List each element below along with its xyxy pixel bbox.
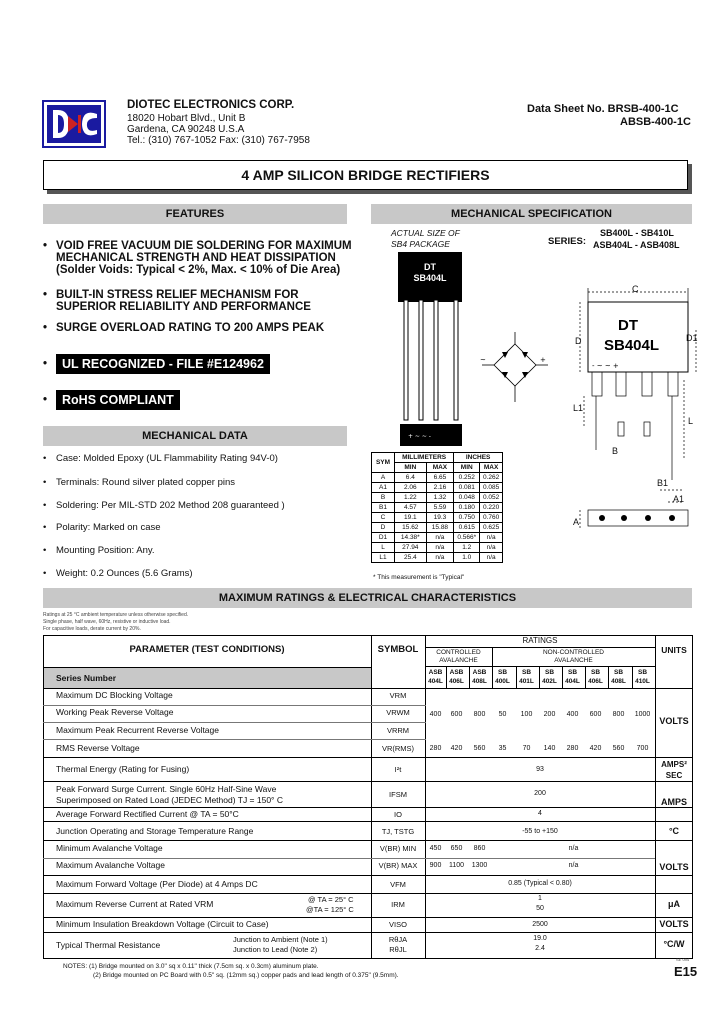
noncontrolled-header: NON-CONTROLLED AVALANCHE [542,649,605,664]
typical-note: * This measurement is "Typical" [373,574,465,581]
ratings-preamble-3: For capacitive loads, derate current by 20%. [43,626,141,632]
row-peak-recurrent: Maximum Peak Recurrent Reverse Voltage [56,725,219,735]
note-2: (2) Bridge mounted on PC Board with 0.5" sq. (12mm sq.) copper pads and lead length of 0.375" (9.5mm). [93,972,399,979]
sym-io: IO [394,810,402,819]
data-sheet-number-2: ABSB-400-1C [620,116,691,128]
svg-text:- ~ ~ +: - ~ ~ + [592,362,619,370]
junction-ambient: Junction to Ambient (Note 1) [233,935,328,944]
param-header: PARAMETER (TEST CONDITIONS) [129,644,285,655]
vrm-value-5: 200 [543,711,556,718]
sym-vrm: VRM [389,691,407,700]
controlled-header: CONTROLLED AVALANCHE [436,649,481,664]
vrm-value-1: 600 [450,711,463,718]
row-insulation: Minimum Insulation Breakdown Voltage (Circuit to Case) [56,919,269,929]
val-vbrmin-na: n/a [568,845,579,852]
vrms-value-2: 560 [473,745,486,752]
vrms-value-8: 560 [612,745,625,752]
vbr-min-value-0: 450 [429,845,442,852]
rule [469,667,470,688]
rule [43,932,693,933]
dim-label-b1: B1 [657,478,669,488]
row-max-avalanche: Maximum Avalanche Voltage [56,860,165,870]
series-top-8: SB [613,669,624,676]
package-actual-size: DT SB404L [398,252,462,302]
dim-label-c: C [632,284,639,294]
ratings-header: RATINGS [522,636,558,645]
series-bottom-4: 401L [519,678,534,685]
val-ifsm: 200 [534,790,546,797]
rule [516,667,517,688]
rule [43,781,693,782]
dimension-drawing [560,280,710,550]
vrms-value-3: 35 [498,745,507,752]
rule [539,667,540,688]
rule [425,647,655,648]
unit-c-per-w: °C/W [663,939,685,949]
val-rja: 19.0 [533,935,547,942]
series-bottom-3: 400L [495,678,510,685]
rule [43,667,371,668]
mechanical-spec-heading: MECHANICAL SPECIFICATION [371,204,692,224]
unit-amps2-sec: AMPS² SEC [661,760,687,780]
small-code: SE 094 [676,957,690,962]
vrms-value-4: 70 [522,745,531,752]
series-top-2: ASB [472,669,487,676]
rule [43,757,693,758]
mech-soldering: • Soldering: Per MIL-STD 202 Method 208 guaranteed ) [43,500,285,511]
company-address-2: Gardena, CA 90248 U.S.A [127,124,245,135]
table-row: L 27.94 n/a 1.2 n/a [372,543,503,553]
vrms-value-6: 280 [566,745,579,752]
series-top-9: SB [637,669,648,676]
row-avg-current: Average Forward Rectified Current @ TA = 50°C [56,809,239,819]
vrms-value-5: 140 [543,745,556,752]
val-io: 4 [538,810,542,817]
rule [43,875,693,876]
test-cond-125: @TA = 125° C [306,905,354,914]
series-number-label: Series Number [56,673,116,683]
rule [43,821,693,822]
series-bottom-8: 408L [611,678,626,685]
sym-rja: RθJA [388,935,408,944]
sym-vrrm: VRRM [386,726,410,735]
series-bottom-2: 408L [472,678,487,685]
data-sheet-number: Data Sheet No. BRSB-400-1C [527,103,679,115]
sym-vrwm: VRWM [386,708,410,717]
feature-surge: • SURGE OVERLOAD RATING TO 200 AMPS PEAK [43,322,325,334]
symbol-header: SYMBOL [377,644,419,655]
svg-text:+: + [540,356,546,364]
sym-tj: TJ, TSTG [381,827,415,836]
vrms-value-7: 420 [589,745,602,752]
series-top-4: SB [521,669,532,676]
units-header: UNITS [661,645,687,655]
unit-volts-3: VOLTS [659,919,689,929]
sym-vrrms: VR(RMS) [381,744,415,753]
dim-label-b: B [612,446,619,456]
vrm-value-0: 400 [429,711,442,718]
svg-text:+ ~ ~ -: + ~ ~ - [408,433,431,440]
val-rjl: 2.4 [535,945,545,952]
series-sb400l: SB400L - SB410L [600,228,674,238]
dim-label-d: D [575,336,582,346]
rule [43,807,693,808]
dim-label-a: A [573,517,580,527]
package-leads-drawing [398,300,468,450]
sym-vfm: VFM [390,880,406,889]
sym-irm: IRM [391,900,405,909]
test-cond-25: @ TA = 25° C [308,895,354,904]
rule [585,667,586,688]
vrm-value-9: 1000 [634,711,651,718]
val-irm-25: 1 [538,895,542,902]
rule [43,840,693,841]
series-asb404l: ASB404L - ASB408L [593,240,680,250]
vbr-min-value-1: 650 [450,845,463,852]
rule [43,705,426,706]
rule [43,688,693,689]
feature-rohs: • RoHS COMPLIANT [43,390,180,410]
table-row: B1 4.57 5.59 0.180 0.220 [372,503,503,513]
vbr-max-value-1: 1100 [448,862,465,869]
sym-ifsm: IFSM [389,790,407,799]
rule [43,858,655,859]
row-forward-voltage: Maximum Forward Voltage (Per Diode) at 4 Amps DC [56,879,258,889]
mech-terminals: • Terminals: Round silver plated copper pins [43,477,236,488]
row-rms: RMS Reverse Voltage [56,743,140,753]
table-row: D 15.62 15.88 0.615 0.625 [372,523,503,533]
svg-text:~: ~ [480,356,486,364]
vbr-min-value-2: 860 [473,845,486,852]
company-address-1: 18020 Hobart Blvd., Unit B [127,113,246,124]
unit-amps: AMPS [660,797,687,807]
unit-celsius: °C [668,826,680,836]
feature-stress-relief: • BUILT-IN STRESS RELIEF MECHANISM FOR SUPERIOR RELIABILITY AND PERFORMANCE [43,289,311,313]
table-row: A 6.4 6.65 0.252 0.262 [372,473,503,483]
features-heading: FEATURES [43,204,347,224]
mech-mounting: • Mounting Position: Any. [43,545,155,556]
series-bottom-1: 406L [449,678,464,685]
table-row: C 19.1 19.3 0.750 0.760 [372,513,503,523]
sym-vbr-min: V(BR) MIN [379,844,417,853]
diotec-logo [42,100,106,148]
svg-text:SB404L: SB404L [604,337,660,354]
mech-weight: • Weight: 0.2 Ounces (5.6 Grams) [43,568,193,579]
val-i2t: 93 [536,766,544,773]
val-vfm: 0.85 (Typical < 0.80) [508,880,572,887]
vrm-value-2: 800 [473,711,486,718]
series-top-5: SB [544,669,555,676]
sym-viso: VISO [389,920,407,929]
row-min-avalanche: Minimum Avalanche Voltage [56,843,163,853]
unit-volts-1: VOLTS [659,716,689,726]
sym-rjl: RθJL [389,945,407,954]
vrm-value-8: 800 [612,711,625,718]
mech-case: • Case: Molded Epoxy (UL Flammability Rating 94V-0) [43,453,278,464]
row-thermal-resistance: Typical Thermal Resistance [56,940,161,950]
series-top-6: SB [567,669,578,676]
vrms-value-0: 280 [429,745,442,752]
feature-ul: • UL RECOGNIZED - FILE #E124962 [43,354,270,374]
dim-label-l: L [688,416,694,426]
row-dc-blocking: Maximum DC Blocking Voltage [56,690,173,700]
sym-i2t: I²t [394,765,402,774]
vrm-value-3: 50 [498,711,507,718]
series-top-0: ASB [428,669,443,676]
page-number: E15 [674,964,698,979]
company-name: DIOTEC ELECTRONICS CORP. [127,99,295,111]
svg-text:DT: DT [618,317,638,334]
ratings-preamble-1: Ratings at 25 °C ambient temperature unless otherwise specified. [43,612,189,618]
series-label: SERIES: [548,236,587,247]
mech-polarity: • Polarity: Marked on case [43,522,161,533]
rule [446,667,447,688]
company-phone: Tel.: (310) 767-1052 Fax: (310) 767-7958 [127,135,310,146]
ratings-heading: MAXIMUM RATINGS & ELECTRICAL CHARACTERISTICS [43,588,692,608]
sym-vbr-max: V(BR) MAX [378,861,418,870]
series-bottom-6: 404L [565,678,580,685]
vrm-value-6: 400 [566,711,579,718]
series-bottom-9: 410L [635,678,650,685]
ratings-preamble-2: Single phase, half wave, 60Hz, resistive or inductive load. [43,619,171,625]
unit-volts-2: VOLTS [659,862,689,872]
series-bottom-5: 402L [542,678,557,685]
vrm-value-7: 600 [589,711,602,718]
vbr-max-value-0: 900 [429,862,442,869]
dim-label-a1: A1 [673,494,685,504]
vrms-value-1: 420 [450,745,463,752]
table-row: B 1.22 1.32 0.048 0.052 [372,493,503,503]
row-working-peak: Working Peak Reverse Voltage [56,707,174,717]
vbr-max-value-2: 1300 [471,862,488,869]
table-row: A1 2.06 2.16 0.081 0.085 [372,483,503,493]
dim-label-l1: L1 [573,403,584,413]
val-irm-125: 50 [536,905,544,912]
row-surge-1: Peak Forward Surge Current. Single 60Hz Half-Sine Wave [56,784,277,794]
rule [43,722,426,723]
page-title-box [43,160,688,190]
rule [608,667,609,688]
row-reverse-current: Maximum Reverse Current at Rated VRM [56,899,214,909]
row-surge-2: Superimposed on Rated Load (JEDEC Method) TJ = 150° C [56,795,283,805]
rule [43,917,693,918]
rule [632,667,633,688]
series-top-7: SB [590,669,601,676]
rule [425,666,655,667]
val-viso: 2500 [532,921,548,928]
bridge-schematic [480,330,550,410]
rule [43,739,426,740]
rule [43,893,693,894]
row-junction-temp: Junction Operating and Storage Temperature Range [56,826,254,836]
series-top-1: ASB [449,669,464,676]
vrm-value-4: 100 [520,711,533,718]
series-top-3: SB [497,669,508,676]
val-vbrmax-na: n/a [568,862,579,869]
note-1: NOTES: (1) Bridge mounted on 3.0" sq x 0.11" thick (7.5cm sq. x 0.3cm) aluminum plate. [63,963,319,970]
actual-size-label: ACTUAL SIZE OF SB4 PACKAGE [391,228,460,249]
unit-microamps: μA [667,899,680,909]
page-title: 4 AMP SILICON BRIDGE RECTIFIERS [241,167,490,183]
dimensions-table: SYM MILLIMETERS INCHES MIN MAX MIN MAX A 6.4 6.65 0.252 0.262 A1 2.06 2.16 0.081 0.085 B 1.22 1.32 0.048 0.052 B1 4.57 5.59 0.180 0.220 C 19.1 19.3 0.750 0.760 D 15.62 15.88 0.615 0.625 D1 14.38* n/a 0.566* n/a L 27.94 n/a 1.2 n/a L1 25.4 n/a 1.0 n/a [371,452,503,563]
feature-void-free: • VOID FREE VACUUM DIE SOLDERING FOR MAXIMUM MECHANICAL STRENGTH AND HEAT DISSIPATION (Solder Voids: Typical < 2%, Max. < 10% of Die Area) [43,240,352,276]
series-bottom-7: 406L [588,678,603,685]
val-tj: -55 to +150 [522,828,558,835]
dim-label-d1: D1 [686,333,698,343]
rule [492,667,493,688]
table-row: D1 14.38* n/a 0.566* n/a [372,533,503,543]
table-row: L1 25.4 n/a 1.0 n/a [372,553,503,563]
rule [562,667,563,688]
mechanical-data-heading: MECHANICAL DATA [43,426,347,446]
vrms-value-9: 700 [636,745,649,752]
junction-lead: Junction to Lead (Note 2) [233,945,318,954]
row-thermal-energy: Thermal Energy (Rating for Fusing) [56,764,190,774]
series-bottom-0: 404L [428,678,443,685]
